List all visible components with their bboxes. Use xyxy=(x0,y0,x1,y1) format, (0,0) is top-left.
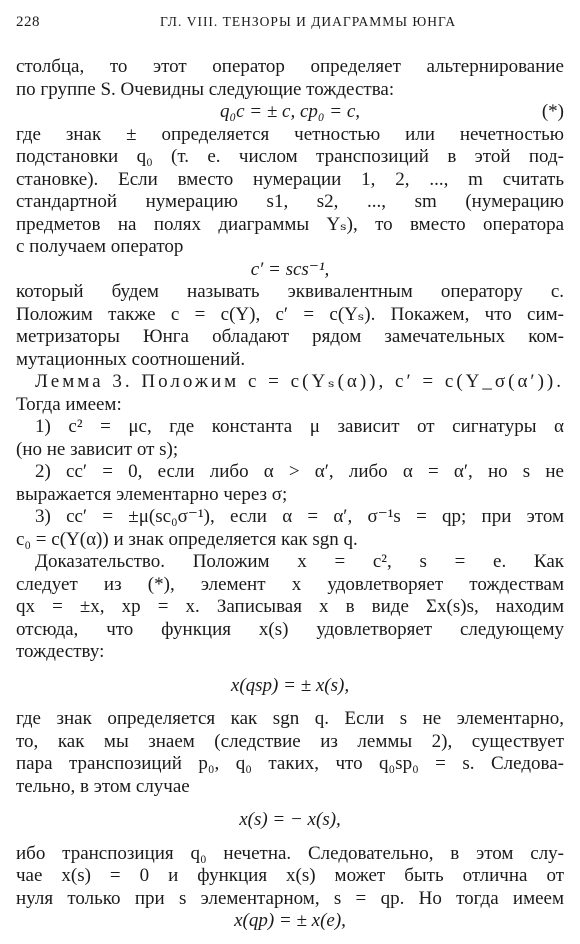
display-formula: x(s) = − x(s), xyxy=(239,809,341,830)
text-line: Положим также c = c(Y), c′ = c(Yₛ). Покажем, что сим- xyxy=(16,303,564,325)
text-line: c получаем оператор xyxy=(16,236,184,257)
text-line: где знак ± определяется четностью или нечетностью xyxy=(16,123,564,145)
display-formula-star xyxy=(16,101,564,124)
text-line: 2) cc′ = 0, если либо α > α′, либо α = α′, но s не xyxy=(35,461,564,482)
text-line: стандартной нумерацию s1, s2, ..., sm (нумерацию xyxy=(16,191,564,212)
text-line: qx = ±x, xp = x. Записывая x в виде Σx(s)s, находим xyxy=(16,596,564,617)
text-line: пара транспозиций p₀, q₀ таких, что q₀sp₀ = s. Следова- xyxy=(16,753,564,774)
text-line: 3) cc′ = ±μ(sc₀σ⁻¹), если α = α′, σ⁻¹s = qp; при этом xyxy=(35,506,564,527)
page-number: 228 xyxy=(16,14,40,30)
text-line: нуля только при s элементарном, s = qp. Но тогда имеем xyxy=(16,887,564,909)
page-body xyxy=(16,56,564,933)
text-line: (но не зависит от s); xyxy=(16,438,179,460)
text-line: мутационных соотношений. xyxy=(16,348,246,370)
text-line: метризаторы Юнга обладают рядом замечательных ком- xyxy=(16,326,564,347)
lemma-heading: Лемма 3. Положим c = c(Yₛ(α)), c′ = c(Y_σ(α′)). xyxy=(35,371,564,392)
text-line: Тогда имеем: xyxy=(16,393,122,415)
proof-heading: Доказательство. Положим x = c², s = e. Как xyxy=(35,551,564,572)
text-line: столбца, то этот оператор определяет альтернирование xyxy=(16,56,564,77)
text-line: где знак определяется как sgn q. Если s не элементарно, xyxy=(16,708,564,729)
running-head xyxy=(16,14,564,36)
text-line: по группе S. Очевидны следующие тождества: xyxy=(16,78,395,100)
display-formula: x(qsp) = ± x(s), xyxy=(230,674,350,696)
text-line: 1) c² = μc, где константа μ зависит от сигнатуры α xyxy=(35,416,564,437)
display-formula: c′ = scs⁻¹, xyxy=(250,258,330,280)
formula-tag: (*) xyxy=(541,101,564,122)
text-line: тождеству: xyxy=(16,641,105,662)
chapter-title: ГЛ. VIII. ТЕНЗОРЫ И ДИАГРАММЫ ЮНГА xyxy=(160,14,457,29)
text-line: который будем называть эквивалентным оператору c. xyxy=(16,281,564,302)
text-line: становке). Если вместо нумерации 1, 2, ..., m считать xyxy=(16,168,564,190)
text-line: отсюда, что функция x(s) удовлетворяет следующему xyxy=(16,618,564,640)
text-line: выражается элементарно через σ; xyxy=(16,483,288,505)
text-line: чае x(s) = 0 и функция x(s) может быть отлична от xyxy=(16,865,564,886)
text-line: ибо транспозиция q₀ нечетна. Следовательно, в этом слу- xyxy=(16,842,564,864)
text-line: предметов на полях диаграммы Yₛ), то вместо оператора xyxy=(16,213,564,235)
text-line: c₀ = c(Y(α)) и знак определяется как sgn q. xyxy=(16,528,358,550)
text-line: тельно, в этом случае xyxy=(16,775,190,797)
text-line: то, как мы знаем (следствие из леммы 2), существует xyxy=(16,730,564,752)
display-formula: x(qp) = ± x(e), xyxy=(234,910,346,931)
formula-text: q₀c = ± c, cp₀ = c, xyxy=(219,101,360,122)
text-line: следует из (*), элемент x удовлетворяет тождествам xyxy=(16,573,564,595)
text-line: подстановки q₀ (т. е. числом транспозиций в этой под- xyxy=(16,146,564,167)
